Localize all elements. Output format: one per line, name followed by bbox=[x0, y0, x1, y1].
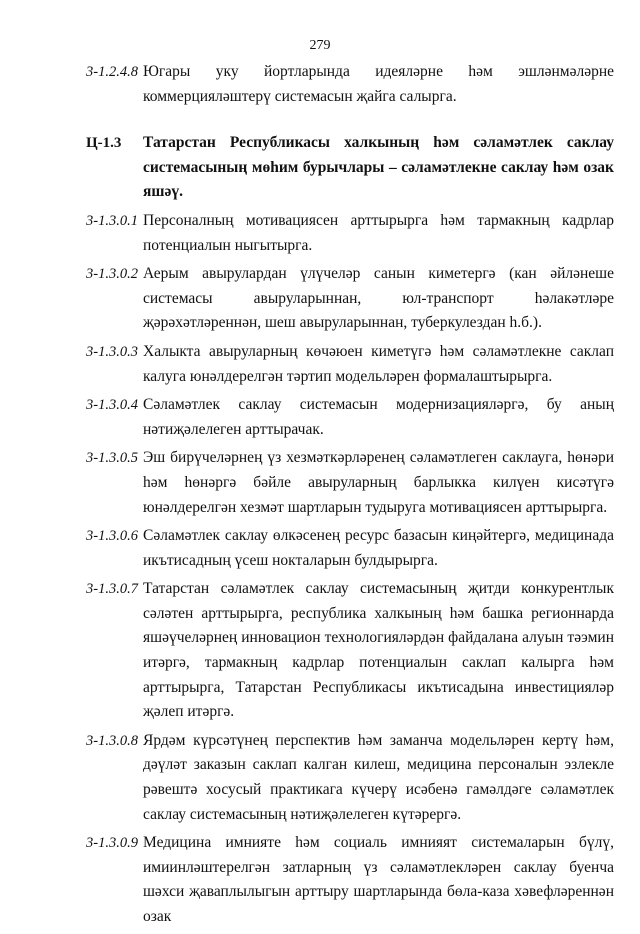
entry-text: Сәламәтлек саклау өлкәсенең ресурс базасын киңәйтергә, медицинада икътисадның үсеш нокталарын булдырырга. bbox=[143, 527, 614, 569]
entry-code: 3-1.3.0.9 bbox=[86, 835, 138, 852]
entry-text: Халыкта авыруларның көчәюен киметүгә һәм сәламәтлекне саклап калуга юнәлдерелгән тәртип модельләрен формалаштырырга. bbox=[143, 342, 614, 385]
entry-3-1-3-0-3 bbox=[86, 340, 614, 389]
entry-text: Сәламәтлек саклау системасын модернизацияләргә, бу аның нәтиҗәлелеген арттырачак. bbox=[143, 396, 614, 438]
page-number: 279 bbox=[309, 38, 331, 53]
entry-3-1-3-0-7 bbox=[86, 577, 614, 725]
entry-code: 3-1.3.0.8 bbox=[86, 732, 138, 749]
entry-3-1-2-4-8 bbox=[86, 60, 614, 109]
entry-3-1-3-0-8 bbox=[86, 729, 614, 827]
section-heading-c-1-3 bbox=[86, 131, 614, 205]
entry-text: Татарстан сәламәтлек саклау системасының җитди конкурентлык сәләтен арттырырга, республика халкының һәм башка регионнарда яшәүчеләрнең инновацион технологияләрдән файдалана алуын тәэмин итәргә, тармакның кадрлар потенциалын саклап калырга һәм арттырырга, Татарстан Республикасы икътисадына инвестицияләр җәлеп итәргә. bbox=[143, 580, 614, 721]
entry-code: 3-1.3.0.4 bbox=[86, 397, 138, 414]
entry-text: Югары уку йортларында идеяләрне һәм эшләнмәләрне коммерцияләштерү системасын җайга салырга. bbox=[143, 63, 614, 105]
entry-3-1-3-0-5 bbox=[86, 446, 614, 520]
entry-code: 3-1.3.0.2 bbox=[86, 266, 138, 283]
entry-3-1-3-0-9 bbox=[86, 831, 614, 929]
entry-3-1-3-0-2 bbox=[86, 262, 614, 336]
entry-3-1-3-0-6 bbox=[86, 524, 614, 573]
entry-code: 3-1.3.0.6 bbox=[86, 528, 138, 545]
section-title: Татарстан Республикасы халкының һәм сәламәтлек саклау системасының мөһим бурычлары – сәламәтлекне саклау һәм озак яшәү. bbox=[143, 134, 614, 201]
entry-text: Аерым авырулардан үлүчеләр санын киметергә (кан әйләнеше системасы авыруларыннан, юл-транспорт һәлакәтләре җәрәхәтләреннән, шеш авыруларыннан, туберкулездан һ.б.). bbox=[143, 265, 614, 332]
entry-code: 3-1.3.0.1 bbox=[86, 212, 138, 229]
entry-code: 3-1.3.0.3 bbox=[86, 343, 138, 360]
entry-3-1-3-0-1 bbox=[86, 209, 614, 258]
entry-text: Ярдәм күрсәтүнең перспектив һәм заманча модельләрен кертү һәм, дәүләт заказын саклап калган килеш, медицина персоналын эзлекле рәвештә хосусый практикага күчерү исәбенә гамәлдәге сәламәтлек саклау системасының нәтиҗәлелеген күтәрергә. bbox=[143, 731, 614, 823]
entry-3-1-3-0-4 bbox=[86, 393, 614, 442]
section-code: Ц-1.3 bbox=[86, 135, 122, 152]
entry-code: 3-1.3.0.5 bbox=[86, 450, 138, 467]
entries-list bbox=[86, 60, 614, 934]
entry-text: Эш бирүчеләрнең үз хезмәткәрләренең сәламәтлеген саклауга, һөнәри һәм һөнәргә бәйле авыруларның барлыкка килүен кисәтүгә юнәлдерелгән хезмәт шартларын тудыруга мотивациясен арттырырга. bbox=[143, 449, 614, 516]
entry-code: 3-1.2.4.8 bbox=[86, 64, 138, 80]
entry-text: Медицина имнияте һәм социаль имнияят системаларын бүлү, имиинләштерелгән затларның үз сәламәтлекләрен саклау буенча шәхси җаваплылыгын арттыру шартларында бөла-каза хәвефләреннән озак bbox=[143, 834, 614, 925]
entry-text: Персоналның мотивациясен арттырырга һәм тармакның кадрлар потенциалын ныгытырга. bbox=[143, 211, 614, 254]
entry-code: 3-1.3.0.7 bbox=[86, 581, 138, 598]
